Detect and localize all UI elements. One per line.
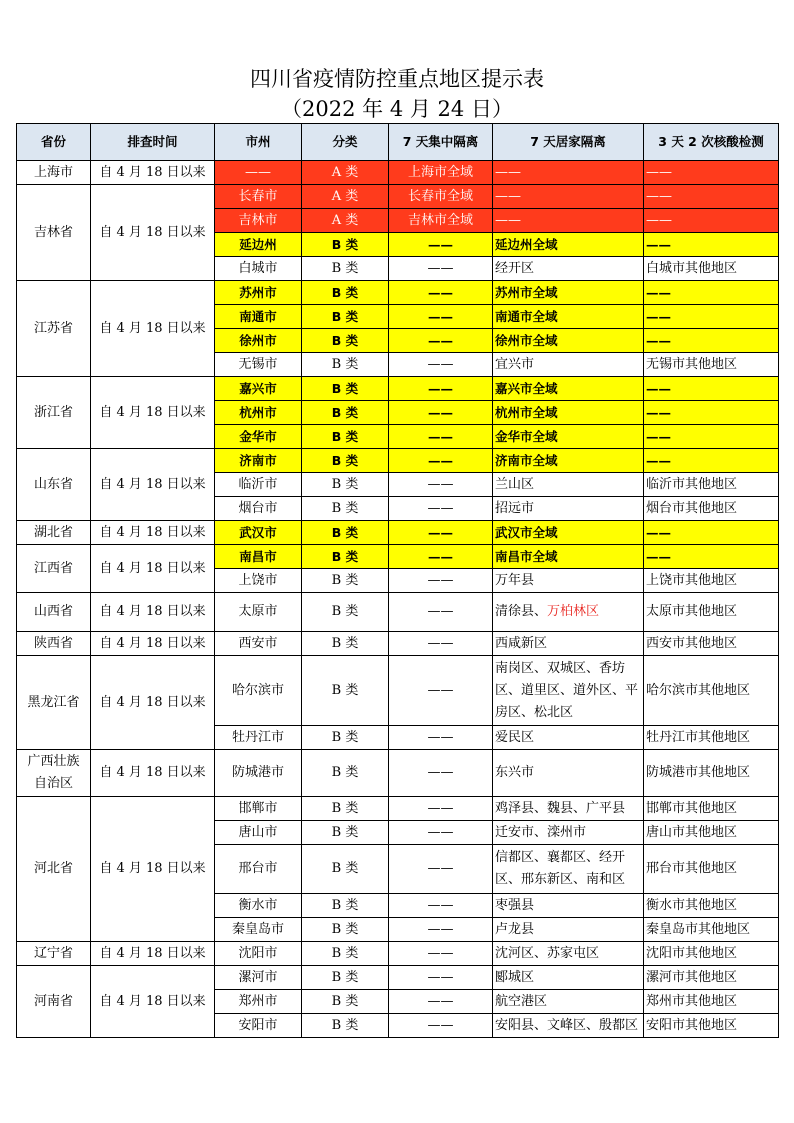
nucleic-test-cell: —— — [644, 161, 779, 185]
home-quarantine-cell: 嘉兴市全域 — [493, 377, 644, 401]
province-cell: 江苏省 — [17, 281, 91, 377]
central-quarantine-cell: —— — [389, 1014, 493, 1038]
home-quarantine-cell: 南通市全域 — [493, 305, 644, 329]
central-quarantine-cell: 上海市全域 — [389, 161, 493, 185]
city-cell: 防城港市 — [215, 750, 302, 797]
header-time: 排查时间 — [91, 124, 215, 161]
class-cell: B 类 — [302, 497, 389, 521]
nucleic-test-cell: —— — [644, 425, 779, 449]
class-cell: B 类 — [302, 797, 389, 821]
home-quarantine-cell: 爱民区 — [493, 726, 644, 750]
home-quarantine-cell: 郾城区 — [493, 966, 644, 990]
time-cell: 自 4 月 18 日以来 — [91, 281, 215, 377]
city-cell: 邯郸市 — [215, 797, 302, 821]
city-cell: 长春市 — [215, 185, 302, 209]
header-row — [17, 124, 779, 161]
central-quarantine-cell: —— — [389, 305, 493, 329]
nucleic-test-cell: —— — [644, 281, 779, 305]
home-quarantine-cell: 金华市全域 — [493, 425, 644, 449]
class-cell: B 类 — [302, 726, 389, 750]
table-row — [17, 942, 779, 966]
table-row — [17, 632, 779, 656]
nucleic-test-cell: 哈尔滨市其他地区 — [644, 656, 779, 726]
nucleic-test-cell: 衡水市其他地区 — [644, 894, 779, 918]
header-city: 市州 — [215, 124, 302, 161]
city-cell: 济南市 — [215, 449, 302, 473]
central-quarantine-cell: —— — [389, 966, 493, 990]
nucleic-test-cell: 漯河市其他地区 — [644, 966, 779, 990]
time-cell: 自 4 月 18 日以来 — [91, 377, 215, 449]
central-quarantine-cell: —— — [389, 401, 493, 425]
nucleic-test-cell: —— — [644, 377, 779, 401]
city-cell: —— — [215, 161, 302, 185]
province-cell: 江西省 — [17, 545, 91, 593]
home-quarantine-cell: —— — [493, 209, 644, 233]
nucleic-test-cell: 郑州市其他地区 — [644, 990, 779, 1014]
city-cell: 金华市 — [215, 425, 302, 449]
home-quarantine-cell: 卢龙县 — [493, 918, 644, 942]
home-quarantine-cell: 南昌市全域 — [493, 545, 644, 569]
central-quarantine-cell: —— — [389, 797, 493, 821]
time-cell: 自 4 月 18 日以来 — [91, 797, 215, 942]
home-quarantine-cell: 东兴市 — [493, 750, 644, 797]
class-cell: A 类 — [302, 209, 389, 233]
city-cell: 秦皇岛市 — [215, 918, 302, 942]
class-cell: B 类 — [302, 329, 389, 353]
home-quarantine-cell: 招远市 — [493, 497, 644, 521]
nucleic-test-cell: —— — [644, 545, 779, 569]
nucleic-test-cell: 邯郸市其他地区 — [644, 797, 779, 821]
city-cell: 无锡市 — [215, 353, 302, 377]
home-quarantine-cell: 徐州市全域 — [493, 329, 644, 353]
class-cell: B 类 — [302, 353, 389, 377]
class-cell: B 类 — [302, 305, 389, 329]
table-row — [17, 449, 779, 473]
class-cell: B 类 — [302, 257, 389, 281]
home-quarantine-cell: 枣强县 — [493, 894, 644, 918]
home-quarantine-cell: 鸡泽县、魏县、广平县 — [493, 797, 644, 821]
nucleic-test-cell: 白城市其他地区 — [644, 257, 779, 281]
city-cell: 嘉兴市 — [215, 377, 302, 401]
central-quarantine-cell: —— — [389, 593, 493, 632]
table-row — [17, 750, 779, 797]
time-cell: 自 4 月 18 日以来 — [91, 632, 215, 656]
header-home-quarantine: 7 天居家隔离 — [493, 124, 644, 161]
central-quarantine-cell: —— — [389, 918, 493, 942]
city-cell: 烟台市 — [215, 497, 302, 521]
nucleic-test-cell: 无锡市其他地区 — [644, 353, 779, 377]
nucleic-test-cell: 临沂市其他地区 — [644, 473, 779, 497]
central-quarantine-cell: —— — [389, 449, 493, 473]
class-cell: B 类 — [302, 632, 389, 656]
table-row — [17, 281, 779, 305]
class-cell: B 类 — [302, 942, 389, 966]
nucleic-test-cell: —— — [644, 521, 779, 545]
nucleic-test-cell: —— — [644, 233, 779, 257]
province-cell: 河南省 — [17, 966, 91, 1038]
time-cell: 自 4 月 18 日以来 — [91, 593, 215, 632]
province-cell: 河北省 — [17, 797, 91, 942]
central-quarantine-cell: —— — [389, 821, 493, 845]
class-cell: B 类 — [302, 281, 389, 305]
class-cell: B 类 — [302, 894, 389, 918]
province-cell: 陕西省 — [17, 632, 91, 656]
time-cell: 自 4 月 18 日以来 — [91, 521, 215, 545]
table-row — [17, 161, 779, 185]
province-cell: 黑龙江省 — [17, 656, 91, 750]
city-cell: 衡水市 — [215, 894, 302, 918]
central-quarantine-cell: —— — [389, 257, 493, 281]
table-row — [17, 545, 779, 569]
class-cell: A 类 — [302, 185, 389, 209]
home-quarantine-cell: 苏州市全域 — [493, 281, 644, 305]
central-quarantine-cell: —— — [389, 521, 493, 545]
home-quarantine-cell — [493, 593, 644, 632]
class-cell: B 类 — [302, 473, 389, 497]
city-cell: 武汉市 — [215, 521, 302, 545]
central-quarantine-cell: —— — [389, 750, 493, 797]
class-cell: B 类 — [302, 521, 389, 545]
time-cell: 自 4 月 18 日以来 — [91, 449, 215, 521]
class-cell: B 类 — [302, 821, 389, 845]
central-quarantine-cell: —— — [389, 329, 493, 353]
central-quarantine-cell: —— — [389, 845, 493, 894]
nucleic-test-cell: 安阳市其他地区 — [644, 1014, 779, 1038]
class-cell: B 类 — [302, 425, 389, 449]
province-cell: 山西省 — [17, 593, 91, 632]
home-quarantine-cell: 沈河区、苏家屯区 — [493, 942, 644, 966]
home-quarantine-cell: 西咸新区 — [493, 632, 644, 656]
province-cell: 广西壮族自治区 — [17, 750, 91, 797]
page-title: 四川省疫情防控重点地区提示表 — [250, 67, 544, 91]
city-cell: 吉林市 — [215, 209, 302, 233]
header-class: 分类 — [302, 124, 389, 161]
central-quarantine-cell: —— — [389, 569, 493, 593]
class-cell: B 类 — [302, 377, 389, 401]
central-quarantine-cell: —— — [389, 632, 493, 656]
province-cell: 吉林省 — [17, 185, 91, 281]
home-quarantine-cell: 信都区、襄都区、经开区、邢东新区、南和区 — [493, 845, 644, 894]
city-cell: 哈尔滨市 — [215, 656, 302, 726]
city-cell: 上饶市 — [215, 569, 302, 593]
header-central-quarantine: 7 天集中隔离 — [389, 124, 493, 161]
time-cell: 自 4 月 18 日以来 — [91, 966, 215, 1038]
central-quarantine-cell: —— — [389, 656, 493, 726]
city-cell: 邢台市 — [215, 845, 302, 894]
class-cell: B 类 — [302, 966, 389, 990]
time-cell: 自 4 月 18 日以来 — [91, 161, 215, 185]
nucleic-test-cell: 秦皇岛市其他地区 — [644, 918, 779, 942]
page-subtitle: （2022 年 4 月 24 日） — [281, 97, 513, 121]
home-quarantine-cell: 济南市全域 — [493, 449, 644, 473]
nucleic-test-cell: —— — [644, 449, 779, 473]
nucleic-test-cell: 上饶市其他地区 — [644, 569, 779, 593]
city-cell: 沈阳市 — [215, 942, 302, 966]
table-row — [17, 656, 779, 726]
time-cell: 自 4 月 18 日以来 — [91, 185, 215, 281]
home-quarantine-cell: 迁安市、滦州市 — [493, 821, 644, 845]
city-cell: 西安市 — [215, 632, 302, 656]
home-quarantine-highlight-text: 万柏林区 — [547, 604, 600, 619]
home-quarantine-cell: 安阳县、文峰区、殷都区 — [493, 1014, 644, 1038]
class-cell: B 类 — [302, 750, 389, 797]
time-cell: 自 4 月 18 日以来 — [91, 545, 215, 593]
city-cell: 临沂市 — [215, 473, 302, 497]
province-cell: 浙江省 — [17, 377, 91, 449]
table-row — [17, 797, 779, 821]
central-quarantine-cell: —— — [389, 726, 493, 750]
nucleic-test-cell: —— — [644, 401, 779, 425]
nucleic-test-cell: 沈阳市其他地区 — [644, 942, 779, 966]
central-quarantine-cell: —— — [389, 942, 493, 966]
city-cell: 徐州市 — [215, 329, 302, 353]
central-quarantine-cell: —— — [389, 425, 493, 449]
home-quarantine-cell: 杭州市全域 — [493, 401, 644, 425]
header-nucleic-test: 3 天 2 次核酸检测 — [644, 124, 779, 161]
table-row — [17, 966, 779, 990]
province-cell: 上海市 — [17, 161, 91, 185]
central-quarantine-cell: —— — [389, 353, 493, 377]
nucleic-test-cell: 牡丹江市其他地区 — [644, 726, 779, 750]
class-cell: B 类 — [302, 656, 389, 726]
home-quarantine-cell: —— — [493, 161, 644, 185]
nucleic-test-cell: 烟台市其他地区 — [644, 497, 779, 521]
nucleic-test-cell: —— — [644, 305, 779, 329]
province-cell: 山东省 — [17, 449, 91, 521]
province-cell: 辽宁省 — [17, 942, 91, 966]
central-quarantine-cell: —— — [389, 497, 493, 521]
home-quarantine-cell: 航空港区 — [493, 990, 644, 1014]
class-cell: B 类 — [302, 990, 389, 1014]
header-province: 省份 — [17, 124, 91, 161]
nucleic-test-cell: 西安市其他地区 — [644, 632, 779, 656]
city-cell: 杭州市 — [215, 401, 302, 425]
class-cell: B 类 — [302, 401, 389, 425]
time-cell: 自 4 月 18 日以来 — [91, 656, 215, 750]
class-cell: B 类 — [302, 569, 389, 593]
table-row — [17, 377, 779, 401]
city-cell: 苏州市 — [215, 281, 302, 305]
table-body — [17, 161, 779, 1038]
home-quarantine-cell: 兰山区 — [493, 473, 644, 497]
table-row — [17, 521, 779, 545]
home-quarantine-cell: —— — [493, 185, 644, 209]
city-cell: 延边州 — [215, 233, 302, 257]
central-quarantine-cell: 长春市全域 — [389, 185, 493, 209]
nucleic-test-cell: 防城港市其他地区 — [644, 750, 779, 797]
central-quarantine-cell: 吉林市全域 — [389, 209, 493, 233]
nucleic-test-cell: 太原市其他地区 — [644, 593, 779, 632]
city-cell: 安阳市 — [215, 1014, 302, 1038]
home-quarantine-cell: 延边州全域 — [493, 233, 644, 257]
time-cell: 自 4 月 18 日以来 — [91, 750, 215, 797]
class-cell: B 类 — [302, 1014, 389, 1038]
city-cell: 漯河市 — [215, 966, 302, 990]
nucleic-test-cell: —— — [644, 185, 779, 209]
central-quarantine-cell: —— — [389, 377, 493, 401]
key-areas-table — [16, 123, 779, 1038]
city-cell: 南昌市 — [215, 545, 302, 569]
class-cell: B 类 — [302, 918, 389, 942]
city-cell: 郑州市 — [215, 990, 302, 1014]
nucleic-test-cell: —— — [644, 209, 779, 233]
class-cell: A 类 — [302, 161, 389, 185]
central-quarantine-cell: —— — [389, 990, 493, 1014]
central-quarantine-cell: —— — [389, 281, 493, 305]
province-cell: 湖北省 — [17, 521, 91, 545]
table-row — [17, 185, 779, 209]
home-quarantine-cell: 万年县 — [493, 569, 644, 593]
class-cell: B 类 — [302, 449, 389, 473]
home-quarantine-cell: 南岗区、双城区、香坊区、道里区、道外区、平房区、松北区 — [493, 656, 644, 726]
table-row — [17, 593, 779, 632]
class-cell: B 类 — [302, 593, 389, 632]
class-cell: B 类 — [302, 545, 389, 569]
city-cell: 唐山市 — [215, 821, 302, 845]
home-quarantine-text: 清徐县、 — [495, 604, 548, 619]
city-cell: 太原市 — [215, 593, 302, 632]
class-cell: B 类 — [302, 845, 389, 894]
central-quarantine-cell: —— — [389, 894, 493, 918]
city-cell: 南通市 — [215, 305, 302, 329]
time-cell: 自 4 月 18 日以来 — [91, 942, 215, 966]
central-quarantine-cell: —— — [389, 545, 493, 569]
nucleic-test-cell: —— — [644, 329, 779, 353]
home-quarantine-cell: 经开区 — [493, 257, 644, 281]
central-quarantine-cell: —— — [389, 473, 493, 497]
nucleic-test-cell: 唐山市其他地区 — [644, 821, 779, 845]
home-quarantine-cell: 武汉市全域 — [493, 521, 644, 545]
home-quarantine-cell: 宜兴市 — [493, 353, 644, 377]
city-cell: 牡丹江市 — [215, 726, 302, 750]
central-quarantine-cell: —— — [389, 233, 493, 257]
nucleic-test-cell: 邢台市其他地区 — [644, 845, 779, 894]
city-cell: 白城市 — [215, 257, 302, 281]
class-cell: B 类 — [302, 233, 389, 257]
